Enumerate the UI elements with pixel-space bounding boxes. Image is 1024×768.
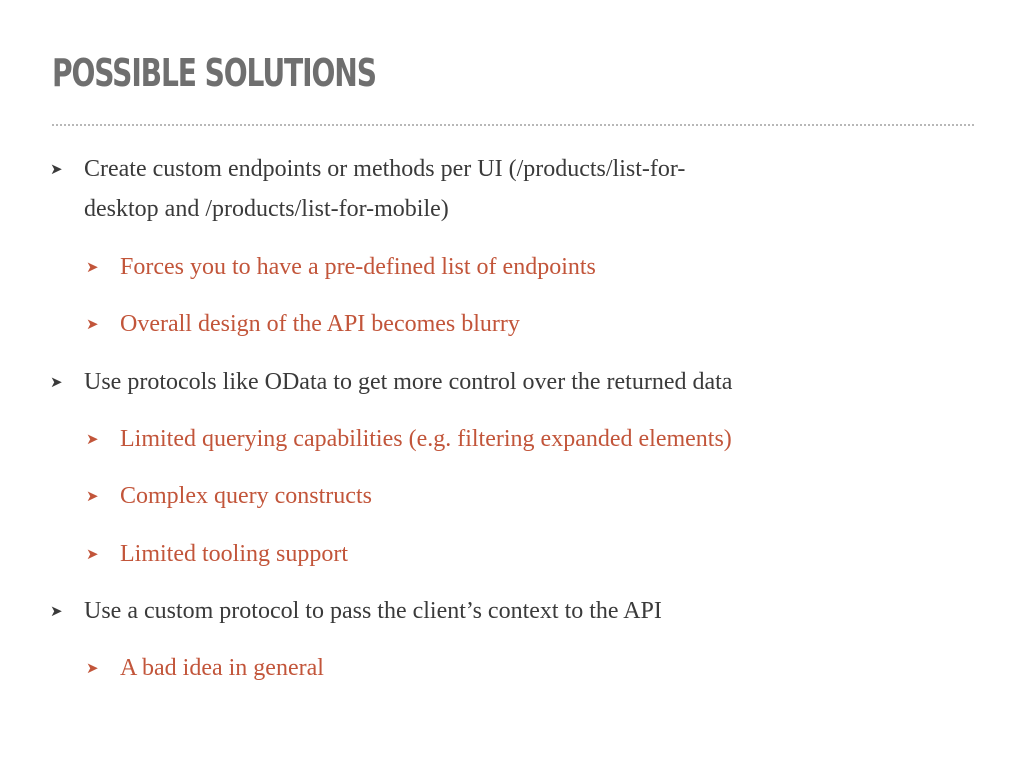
- bullet-item: [50, 593, 662, 629]
- bullet-item-continuation: [84, 191, 449, 227]
- sub-bullet-text: A bad idea in general: [120, 655, 324, 681]
- arrowhead-bullet-icon: ➤: [50, 602, 63, 620]
- sub-bullet-item: [86, 249, 596, 285]
- sub-bullet-item: [86, 650, 324, 686]
- arrowhead-bullet-icon: ➤: [50, 160, 63, 178]
- bullet-item: [50, 364, 733, 400]
- sub-bullet-item: [86, 421, 732, 457]
- sub-bullet-text: Limited tooling support: [120, 541, 348, 567]
- arrowhead-bullet-icon: ➤: [86, 315, 99, 333]
- sub-bullet-text: Complex query constructs: [120, 483, 372, 509]
- slide-title: POSSIBLE SOLUTIONS: [52, 51, 376, 95]
- sub-bullet-text: Limited querying capabilities (e.g. filtering expanded elements): [120, 426, 732, 452]
- arrowhead-bullet-icon: ➤: [86, 487, 99, 505]
- sub-bullet-text: Overall design of the API becomes blurry: [120, 311, 520, 337]
- arrowhead-bullet-icon: ➤: [86, 430, 99, 448]
- bullet-item: [50, 151, 686, 187]
- bullet-text: Use protocols like OData to get more control over the returned data: [84, 369, 733, 395]
- arrowhead-bullet-icon: ➤: [50, 373, 63, 391]
- bullet-text: Use a custom protocol to pass the client’s context to the API: [84, 598, 662, 624]
- sub-bullet-item: [86, 536, 348, 572]
- bullet-text-line-1: Create custom endpoints or methods per UI (/products/list-for-: [84, 156, 686, 182]
- bullet-text-line-2: desktop and /products/list-for-mobile): [84, 196, 449, 222]
- sub-bullet-item: [86, 306, 520, 342]
- sub-bullet-text: Forces you to have a pre-defined list of endpoints: [120, 254, 596, 280]
- arrowhead-bullet-icon: ➤: [86, 659, 99, 677]
- arrowhead-bullet-icon: ➤: [86, 545, 99, 563]
- sub-bullet-item: [86, 478, 372, 514]
- arrowhead-bullet-icon: ➤: [86, 258, 99, 276]
